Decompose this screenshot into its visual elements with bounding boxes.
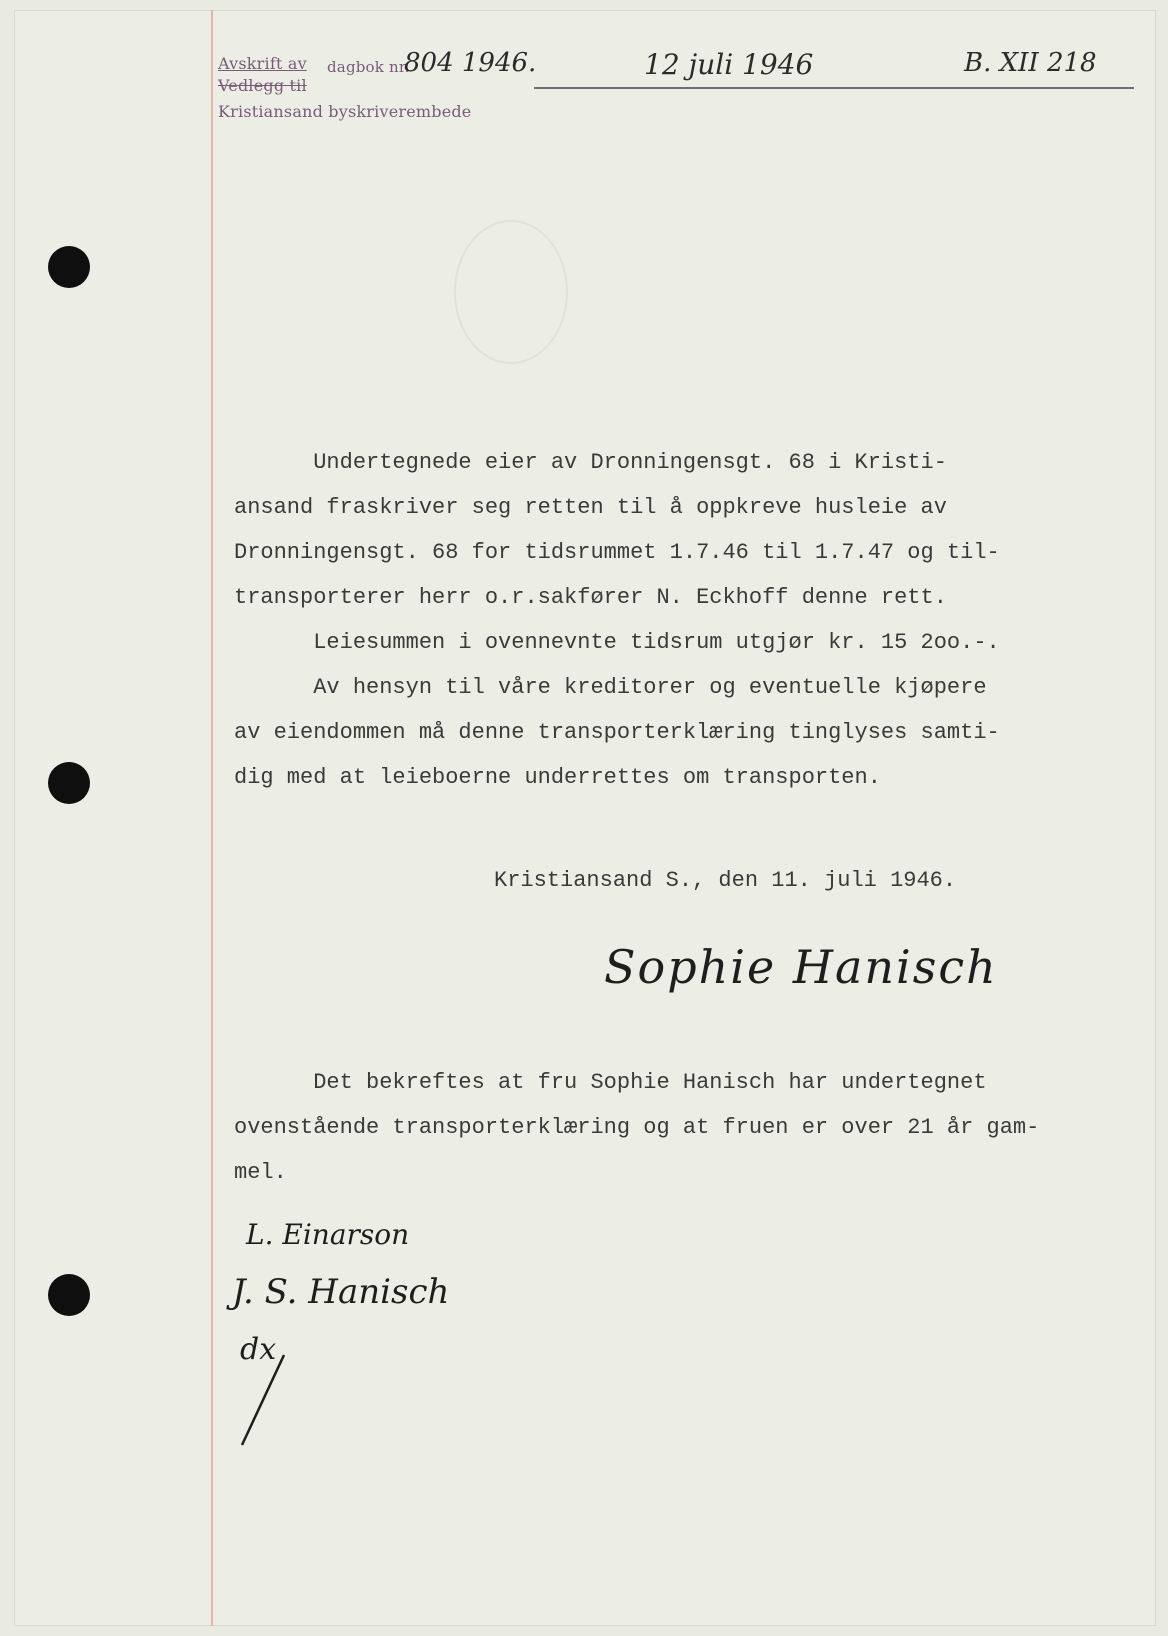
header-rule: [534, 87, 1134, 89]
stamp-avskrift: Avskrift av: [218, 54, 307, 73]
reference-number: B. XII 218: [964, 48, 1097, 78]
body-line-3: Dronningensgt. 68 for tidsrummet 1.7.46 til 1.7.47 og til-: [234, 540, 1000, 565]
punch-hole-middle: [48, 762, 90, 804]
confirm-line-1: Det bekreftes at fru Sophie Hanisch har undertegnet: [234, 1070, 987, 1095]
stamp-office: Kristiansand byskriverembede: [218, 102, 472, 121]
stamp-dagbok-label: dagbok nr.: [327, 58, 410, 76]
body-line-2: ansand fraskriver seg retten til å oppkreve husleie av: [234, 495, 947, 520]
body-line-7: av eiendommen må denne transporterklæring tinglyses samti-: [234, 720, 1000, 745]
body-line-6: Av hensyn til våre kreditorer og eventuelle kjøpere: [234, 675, 987, 700]
witness-signature-1: L. Einarson: [246, 1218, 410, 1251]
punch-hole-top: [48, 246, 90, 288]
witness-initials: dx: [240, 1332, 277, 1367]
ghost-stamp: [454, 220, 568, 364]
place-date: Kristiansand S., den 11. juli 1946.: [494, 868, 957, 893]
stamp-vedlegg: Vedlegg til: [218, 76, 307, 95]
body-line-5: Leiesummen i ovennevnte tidsrum utgjør kr. 15 2oo.-.: [234, 630, 1000, 655]
confirm-line-2: ovenstående transporterklæring og at fruen er over 21 år gam-: [234, 1115, 1040, 1140]
witness-signature-2: J. S. Hanisch: [232, 1272, 450, 1312]
dagbok-number: 804 1946.: [404, 48, 537, 78]
confirm-line-3: mel.: [234, 1160, 287, 1185]
document-page: [14, 10, 1156, 1626]
body-line-8: dig med at leieboerne underrettes om transporten.: [234, 765, 881, 790]
margin-line: [211, 10, 213, 1626]
body-line-4: transporterer herr o.r.sakfører N. Eckhoff denne rett.: [234, 585, 947, 610]
witness-stroke: [234, 1350, 294, 1450]
punch-hole-bottom: [48, 1274, 90, 1316]
header-date: 12 juli 1946: [644, 48, 814, 81]
signature-main: Sophie Hanisch: [604, 940, 998, 994]
body-line-1: Undertegnede eier av Dronningensgt. 68 i Kristi-: [234, 450, 947, 475]
witness-stroke-line: [242, 1355, 284, 1445]
